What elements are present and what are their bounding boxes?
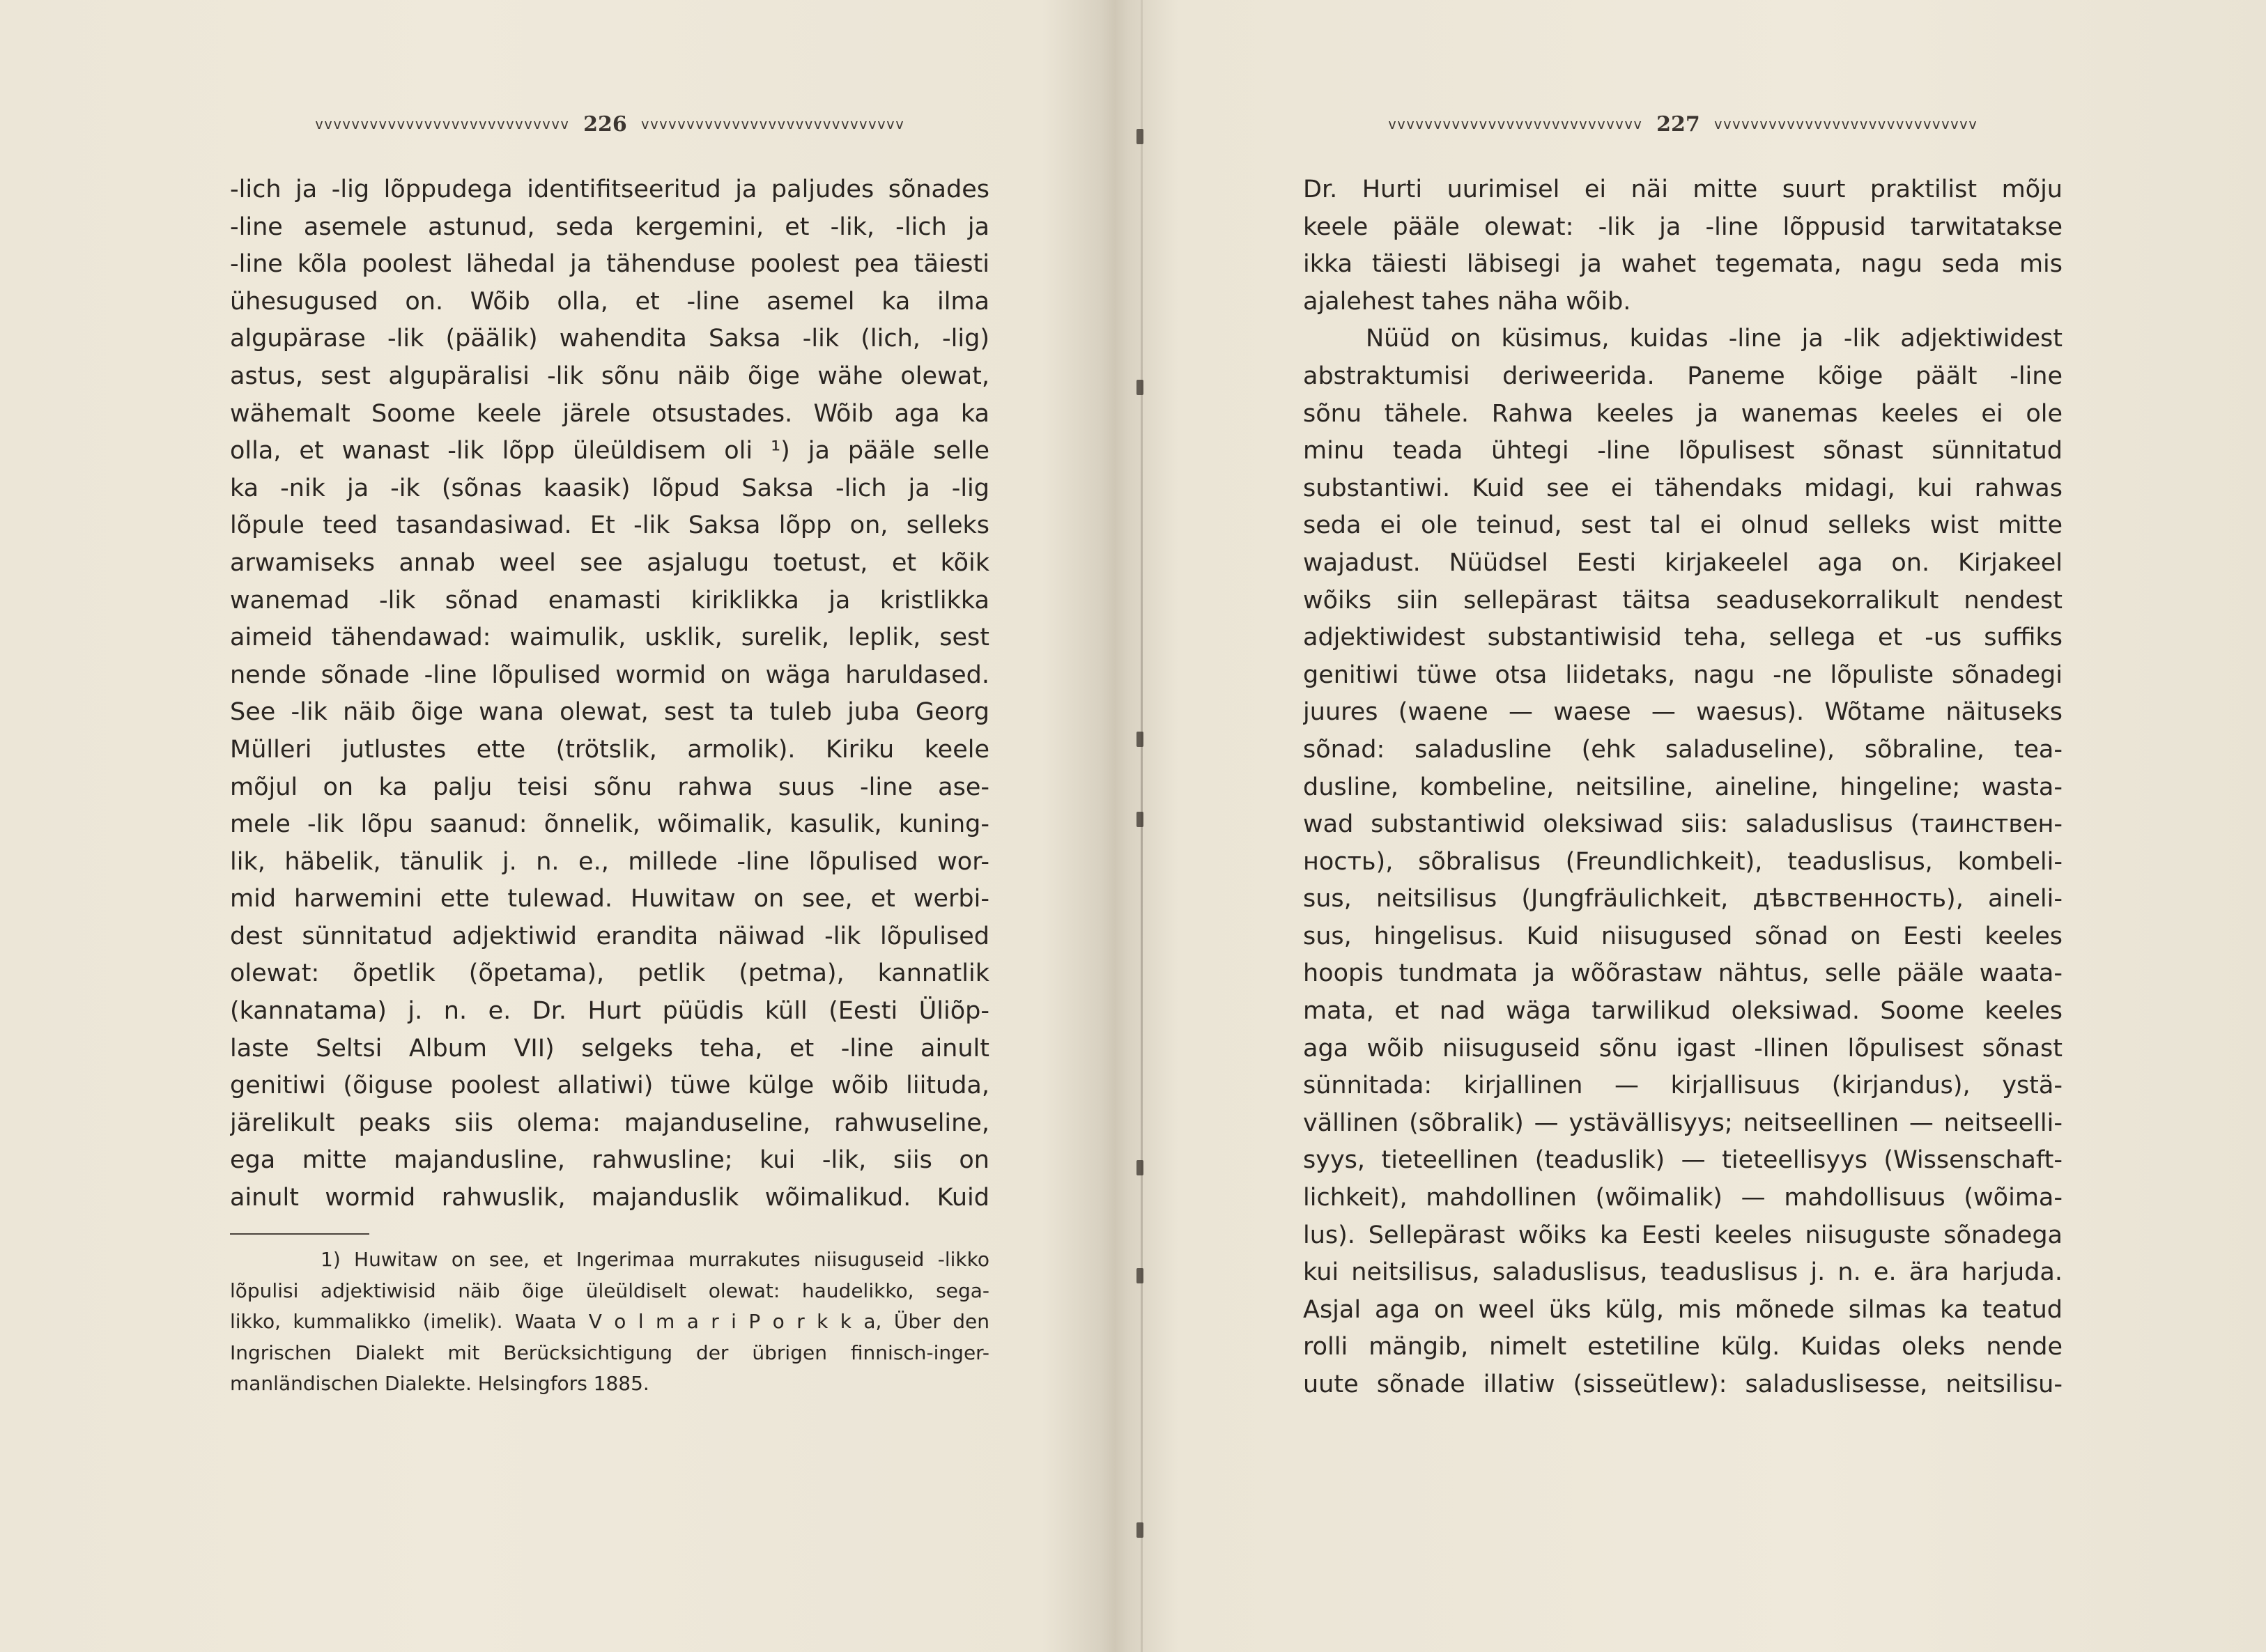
- text-line: syys, tieteellinen (teaduslik) — tieteellisyys (Wissenschaft-: [1303, 1146, 2063, 1175]
- page-header: [1303, 110, 2063, 138]
- text-line: aimeid tähendawad: waimulik, usklik, surelik, leplik, sest: [230, 624, 989, 652]
- text-line: Nüüd on küsimus, kuidas -line ja -lik adjektiwidest: [1366, 325, 2063, 353]
- text-line: -line kõla poolest lähedal ja tähenduse poolest pea täiesti: [230, 250, 989, 279]
- text-line: sõnu tähele. Rahwa keeles ja wanemas keeles ei ole: [1303, 399, 2063, 428]
- footnote-rule: [230, 1233, 369, 1235]
- binding-stitch: [1136, 1522, 1143, 1538]
- text-line: ikka täiesti läbisegi ja wahet tegemata, nagu seda mis: [1303, 250, 2063, 279]
- binding-stitch: [1136, 380, 1143, 395]
- text-line: mata, et nad wäga tarwilikud oleksiwad. Soome keeles: [1303, 997, 2063, 1026]
- header-ornament: vvvvvvvvvvvvvvvvvvvvvvvvvvvv: [1388, 116, 1643, 132]
- text-line: ainult wormid rahwuslik, majanduslik wõimalikud. Kuid: [230, 1184, 989, 1212]
- footnote-line: manländischen Dialekte. Helsingfors 1885.: [230, 1372, 649, 1395]
- page-number: 227: [1656, 111, 1700, 137]
- header-ornament: vvvvvvvvvvvvvvvvvvvvvvvvvvvv: [315, 116, 570, 132]
- text-line: -line asemele astunud, seda kergemini, et -lik, -lich ja: [230, 213, 989, 241]
- text-line: Mülleri jutlustes ette (trötslik, armolik). Kiriku keele: [230, 735, 989, 764]
- text-line: Asjal aga on weel üks külg, mis mõnede silmas ka teatud: [1303, 1295, 2063, 1324]
- text-line: astus, sest algupäralisi -lik sõnu näib õige wähe olewat,: [230, 362, 989, 390]
- binding-stitch: [1136, 1160, 1143, 1175]
- page-body: [1303, 171, 2063, 1404]
- text-line: wähemalt Soome keele järele otsustades. Wõib aga ka: [230, 399, 989, 428]
- text-line: Dr. Hurti uurimisel ei näi mitte suurt praktilist mõju: [1303, 176, 2063, 203]
- text-line: olewat: õpetlik (õpetama), petlik (petma), kannatlik: [230, 959, 989, 988]
- text-line: ega mitte majandusline, rahwusline; kui -lik, siis on: [230, 1146, 989, 1175]
- footnote-line: likko, kummalikko (imelik). Waata V o l m a r i P o r k k a, Über den: [230, 1310, 989, 1333]
- text-line: ajalehest tahes näha wõib.: [1303, 287, 1631, 316]
- text-line: nende sõnade -line lõpulised wormid on wäga haruldased.: [230, 661, 989, 689]
- text-line: dest sünnitatud adjektiwid erandita näiwad -lik lõpulised: [230, 922, 989, 950]
- left-page: [230, 0, 989, 1652]
- text-line: substantiwi. Kuid see ei tähendaks midagi, kui rahwas: [1303, 474, 2063, 502]
- text-line: wajadust. Nüüdsel Eesti kirjakeelel aga on. Kirjakeel: [1303, 548, 2063, 577]
- text-line: juures (waene — waese — waesus). Wõtame näituseks: [1303, 698, 2063, 727]
- text-line: seda ei ole teinud, sest tal ei olnud selleks wist mitte: [1303, 511, 2063, 540]
- footnote-line: Ingrischen Dialekt mit Berücksichtigung der übrigen finnisch-inger-: [230, 1341, 989, 1364]
- text-line: adjektiwidest substantiwisid teha, sellega et -us suffiks: [1303, 624, 2063, 652]
- text-line: lõpule teed tasandasiwad. Et -lik Saksa lõpp on, selleks: [230, 511, 989, 540]
- text-line: laste Seltsi Album VII) selgeks teha, et -line ainult: [230, 1034, 989, 1063]
- header-ornament: vvvvvvvvvvvvvvvvvvvvvvvvvvvvv: [640, 116, 904, 132]
- text-line: lik, häbelik, tänulik j. n. e., millede -line lõpulised wor-: [230, 847, 989, 876]
- text-line: minu teada ühtegi -line lõpulisest sõnast sünnitatud: [1303, 437, 2063, 465]
- page-header: [230, 110, 989, 138]
- text-line: See -lik näib õige wana olewat, sest ta tuleb juba Georg: [230, 698, 989, 727]
- text-line: genitiwi tüwe otsa liidetaks, nagu -ne lõpuliste sõnadegi: [1303, 661, 2063, 689]
- text-line: aga wõib niisuguseid sõnu igast -llinen lõpulisest sõnast: [1303, 1034, 2063, 1063]
- text-line: sõnad: saladusline (ehk saladuseline), sõbraline, tea-: [1303, 735, 2063, 764]
- text-line: keele pääle olewat: -lik ja -line lõppusid tarwitatakse: [1303, 213, 2063, 241]
- text-line: vällinen (sõbralik) — ystävällisyys; neitseellinen — neitseelli-: [1303, 1109, 2063, 1137]
- text-line: uute sõnade illatiw (sisseütlew): saladuslisesse, neitsilisu-: [1303, 1371, 2063, 1398]
- text-line: lichkeit), mahdollinen (wõimalik) — mahdollisuus (wõima-: [1303, 1184, 2063, 1212]
- text-line: kui neitsilisus, saladuslisus, teaduslisus j. n. e. ära harjuda.: [1303, 1258, 2063, 1287]
- text-line: sus, hingelisus. Kuid niisugused sõnad on Eesti keeles: [1303, 922, 2063, 950]
- text-line: (kannatama) j. n. e. Dr. Hurt püüdis küll (Eesti Üliõp-: [230, 997, 989, 1026]
- footnote-line: 1) Huwitaw on see, et Ingerimaa murrakutes niisuguseid -likko: [321, 1248, 989, 1271]
- text-line: dusline, kombeline, neitsiline, aineline, hingeline; wasta-: [1303, 773, 2063, 801]
- text-line: mõjul on ka palju teisi sõnu rahwa suus -line ase-: [230, 773, 989, 801]
- binding-stitch: [1136, 129, 1143, 144]
- text-line: algupärase -lik (päälik) wahendita Saksa -lik (lich, -lig): [230, 325, 989, 353]
- text-line: lus). Sellepärast wõiks ka Eesti keeles niisuguste sõnadega: [1303, 1221, 2063, 1249]
- footnote-line: lõpulisi adjektiwisid näib õige üleüldiselt olewat: haudelikko, sega-: [230, 1279, 989, 1302]
- text-line: ühesugused on. Wõib olla, et -line asemel ka ilma: [230, 287, 989, 316]
- text-line: järelikult peaks siis olema: majanduseline, rahwuseline,: [230, 1109, 989, 1137]
- text-line: sus, neitsilisus (Jungfräulichkeit, дѣвственность), aineli-: [1303, 885, 2063, 913]
- text-line: sünnitada: kirjallinen — kirjallisuus (kirjandus), ystä-: [1303, 1072, 2063, 1100]
- text-line: ka -nik ja -ik (sõnas kaasik) lõpud Saksa -lich ja -lig: [230, 474, 989, 502]
- text-line: wõiks siin sellepärast täitsa seadusekorralikult nendest: [1303, 586, 2063, 615]
- header-ornament: vvvvvvvvvvvvvvvvvvvvvvvvvvvvv: [1713, 116, 1978, 132]
- text-line: ность), sõbralisus (Freundlichkeit), teaduslisus, kombeli-: [1303, 847, 2063, 876]
- text-line: abstraktumisi deriweerida. Paneme kõige päält -line: [1303, 362, 2063, 390]
- text-line: wanemad -lik sõnad enamasti kiriklikka ja kristlikka: [230, 586, 989, 615]
- text-line: olla, et wanast -lik lõpp üleüldisem oli ¹) ja pääle selle: [230, 437, 989, 465]
- text-line: genitiwi (õiguse poolest allatiwi) tüwe külge wõib liituda,: [230, 1072, 989, 1100]
- text-line: mele -lik lõpu saanud: õnnelik, wõimalik, kasulik, kuning-: [230, 810, 989, 839]
- text-line: mid harwemini ette tulewad. Huwitaw on see, et werbi-: [230, 885, 989, 913]
- text-line: hoopis tundmata ja wõõrastaw nähtus, selle pääle waata-: [1303, 959, 2063, 988]
- text-line: arwamiseks annab weel see asjalugu toetust, et kõik: [230, 548, 989, 577]
- page-body: [230, 171, 989, 1217]
- binding-stitch: [1136, 1268, 1143, 1283]
- binding-stitch: [1136, 732, 1143, 747]
- text-line: -lich ja -lig lõppudega identifitseeritud ja paljudes sõnades: [230, 176, 989, 203]
- text-line: rolli mängib, nimelt estetiline külg. Kuidas oleks nende: [1303, 1333, 2063, 1361]
- text-line: wad substantiwid oleksiwad siis: saladuslisus (таинствен-: [1303, 810, 2063, 839]
- footnote: [230, 1244, 989, 1400]
- right-page: [1303, 0, 2063, 1652]
- binding-stitch: [1136, 812, 1143, 827]
- page-number: 226: [583, 111, 627, 137]
